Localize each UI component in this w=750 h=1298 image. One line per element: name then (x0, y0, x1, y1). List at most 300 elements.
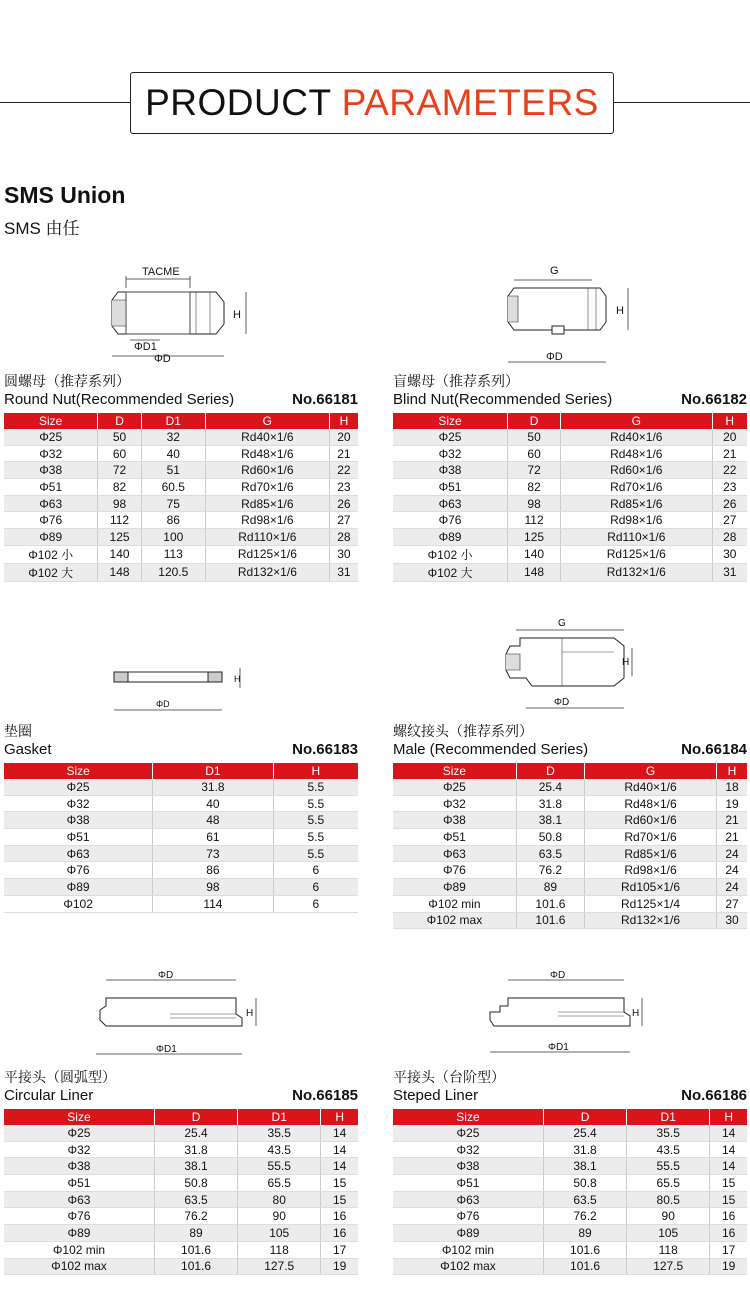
table-cell: 14 (710, 1125, 747, 1141)
table-row (393, 495, 747, 512)
product-number: No.66186 (681, 1087, 747, 1104)
table-cell: 38.1 (154, 1158, 237, 1175)
table-cell: 61 (153, 829, 273, 846)
table-cell: Φ76 (4, 512, 98, 529)
table-cell: 101.6 (516, 895, 584, 912)
table-row (393, 529, 747, 546)
table-cell: 65.5 (238, 1175, 321, 1192)
table-cell: Rd105×1/6 (585, 879, 717, 896)
table-row (393, 1258, 747, 1275)
table-cell: Φ102 max (393, 1258, 543, 1275)
table-cell: 24 (717, 879, 747, 896)
table-cell: 23 (712, 479, 747, 496)
table-cell: Φ25 (4, 779, 153, 795)
table-row (4, 1191, 358, 1208)
column-header: H (710, 1109, 747, 1125)
table-cell: Φ76 (4, 862, 153, 879)
table-cell: 63.5 (154, 1191, 237, 1208)
table-cell: 5.5 (273, 812, 358, 829)
table-cell: 76.2 (154, 1208, 237, 1225)
table-cell: 14 (321, 1141, 358, 1158)
column-header: Size (393, 763, 516, 779)
table-cell: 98 (153, 879, 273, 896)
table-cell: 30 (712, 545, 747, 563)
table-cell: 76.2 (543, 1208, 626, 1225)
table-cell: Φ63 (4, 845, 153, 862)
table-cell: Rd132×1/6 (205, 563, 329, 581)
table-cell: Rd70×1/6 (561, 479, 712, 496)
table-cell: Φ102 大 (393, 563, 508, 581)
table-cell: Φ32 (393, 1141, 543, 1158)
section-header (130, 72, 614, 134)
table-cell: 89 (516, 879, 584, 896)
table-cell: 21 (717, 829, 747, 846)
male-label-h: H (622, 657, 630, 668)
table-cell: 63.5 (543, 1191, 626, 1208)
table-cell: 43.5 (627, 1141, 710, 1158)
table-cell: Φ76 (4, 1208, 154, 1225)
table-cell: Φ51 (4, 1175, 154, 1192)
section-gasket (4, 723, 358, 913)
table-row (4, 812, 358, 829)
section-title-en: Male (Recommended Series) (393, 741, 589, 758)
table-cell: Φ102 小 (393, 545, 508, 563)
spec-table (393, 763, 747, 929)
table-row (4, 1175, 358, 1192)
section-title-en: Blind Nut(Recommended Series) (393, 391, 613, 408)
table-cell: Φ102 小 (4, 545, 98, 563)
spec-table (393, 1109, 747, 1275)
table-cell: 82 (508, 479, 561, 496)
table-cell: Φ89 (393, 879, 516, 896)
table-cell: Φ63 (393, 1191, 543, 1208)
table-cell: 24 (717, 862, 747, 879)
table-cell: Rd132×1/6 (585, 912, 717, 929)
table-cell: 113 (141, 545, 205, 563)
table-cell: 16 (710, 1208, 747, 1225)
section-title-cn: 圆螺母（推荐系列） (4, 373, 130, 389)
gasket-label-d: ΦD (156, 699, 170, 709)
table-cell: 6 (273, 879, 358, 896)
table-cell: 60.5 (141, 479, 205, 496)
table-cell: 55.5 (627, 1158, 710, 1175)
steped-liner-drawing (484, 968, 664, 1063)
table-cell: 43.5 (238, 1141, 321, 1158)
table-cell: Φ25 (4, 1125, 154, 1141)
table-cell: 38.1 (543, 1158, 626, 1175)
product-number: No.66183 (292, 741, 358, 758)
table-cell: Φ63 (393, 845, 516, 862)
table-cell: 31 (712, 563, 747, 581)
column-header: D1 (153, 763, 273, 779)
table-cell: 101.6 (154, 1241, 237, 1258)
column-header: H (273, 763, 358, 779)
table-row (4, 1125, 358, 1141)
table-cell: Rd110×1/6 (205, 529, 329, 546)
table-cell: 65.5 (627, 1175, 710, 1192)
table-cell: Rd60×1/6 (205, 462, 329, 479)
table-row (393, 795, 747, 812)
table-cell: Φ38 (4, 1158, 154, 1175)
table-cell: 6 (273, 895, 358, 912)
table-cell: Rd98×1/6 (561, 512, 712, 529)
table-cell: Rd40×1/6 (585, 779, 717, 795)
table-cell: Rd132×1/6 (561, 563, 712, 581)
table-cell: 118 (238, 1241, 321, 1258)
section-round-nut (4, 373, 358, 582)
column-header: Size (4, 1109, 154, 1125)
table-cell: 127.5 (627, 1258, 710, 1275)
table-cell: Rd70×1/6 (205, 479, 329, 496)
round-nut-label-d1: ΦD1 (134, 341, 157, 353)
table-cell: 17 (321, 1241, 358, 1258)
table-cell: 14 (321, 1125, 358, 1141)
table-cell: 148 (98, 563, 141, 581)
table-cell: Rd40×1/6 (205, 429, 329, 445)
table-row (393, 479, 747, 496)
header-word-parameters: PARAMETERS (341, 82, 599, 123)
table-cell: Rd85×1/6 (205, 495, 329, 512)
column-header: Size (4, 763, 153, 779)
table-cell: 25.4 (154, 1125, 237, 1141)
table-cell: 15 (710, 1191, 747, 1208)
table-cell: Φ89 (4, 879, 153, 896)
table-cell: 17 (710, 1241, 747, 1258)
table-cell: 15 (321, 1191, 358, 1208)
steped-label-h: H (632, 1008, 640, 1019)
table-row (4, 429, 358, 445)
product-number: No.66185 (292, 1087, 358, 1104)
table-cell: 60 (508, 445, 561, 462)
table-cell: Rd85×1/6 (585, 845, 717, 862)
table-cell: 19 (710, 1258, 747, 1275)
spec-table (4, 413, 358, 582)
table-row (393, 445, 747, 462)
table-cell: 38.1 (516, 812, 584, 829)
table-row (4, 795, 358, 812)
table-cell: Φ89 (393, 1225, 543, 1242)
blind-nut-label-h: H (616, 305, 624, 317)
circular-label-h: H (246, 1008, 254, 1019)
male-label-g: G (558, 618, 566, 629)
table-cell: Rd125×1/4 (585, 895, 717, 912)
table-row (4, 1241, 358, 1258)
spec-table (4, 763, 358, 913)
table-cell: 31.8 (153, 779, 273, 795)
table-row (393, 845, 747, 862)
table-cell: 25.4 (516, 779, 584, 795)
table-cell: Φ32 (393, 445, 508, 462)
table-cell: Φ76 (393, 512, 508, 529)
table-cell: 89 (154, 1225, 237, 1242)
blind-nut-label-g: G (550, 265, 559, 277)
table-row (4, 845, 358, 862)
table-cell: Φ32 (4, 795, 153, 812)
table-cell: 98 (98, 495, 141, 512)
table-cell: 90 (627, 1208, 710, 1225)
table-row (4, 563, 358, 581)
table-row (393, 563, 747, 581)
table-cell: 140 (508, 545, 561, 563)
table-cell: Rd70×1/6 (585, 829, 717, 846)
table-cell: Φ32 (393, 795, 516, 812)
table-cell: 86 (153, 862, 273, 879)
table-row (4, 545, 358, 563)
table-row (4, 779, 358, 795)
column-header: D (516, 763, 584, 779)
table-row (393, 545, 747, 563)
male-drawing (496, 614, 646, 714)
table-cell: 16 (710, 1225, 747, 1242)
table-cell: Φ38 (393, 1158, 543, 1175)
table-cell: Φ38 (393, 812, 516, 829)
table-cell: 35.5 (627, 1125, 710, 1141)
table-cell: 14 (321, 1158, 358, 1175)
table-cell: 5.5 (273, 795, 358, 812)
table-cell: 5.5 (273, 845, 358, 862)
table-cell: 28 (329, 529, 358, 546)
column-header: G (561, 413, 712, 429)
section-title-en: Circular Liner (4, 1087, 94, 1104)
male-label-d: ΦD (554, 697, 570, 708)
column-header: G (585, 763, 717, 779)
table-cell: 28 (712, 529, 747, 546)
table-cell: Φ102 min (393, 895, 516, 912)
round-nut-label-d: ΦD (154, 353, 171, 365)
table-cell: 26 (712, 495, 747, 512)
table-row (4, 529, 358, 546)
table-row (393, 1241, 747, 1258)
table-cell: 5.5 (273, 779, 358, 795)
product-number: No.66181 (292, 391, 358, 408)
table-row (4, 829, 358, 846)
round-nut-label-h: H (233, 309, 241, 321)
table-cell: 112 (98, 512, 141, 529)
table-cell: 100 (141, 529, 205, 546)
table-cell: 89 (543, 1225, 626, 1242)
table-cell: Rd48×1/6 (205, 445, 329, 462)
table-cell: 25.4 (543, 1125, 626, 1141)
table-cell: 101.6 (543, 1241, 626, 1258)
table-cell: 27 (712, 512, 747, 529)
table-cell: 31 (329, 563, 358, 581)
circular-liner-drawing (90, 968, 270, 1063)
table-row (4, 445, 358, 462)
table-row (393, 462, 747, 479)
table-cell: 125 (98, 529, 141, 546)
header-rule-right (613, 102, 750, 103)
table-cell: 50 (98, 429, 141, 445)
table-row (4, 879, 358, 896)
table-cell: 80 (238, 1191, 321, 1208)
table-row (393, 812, 747, 829)
table-cell: 90 (238, 1208, 321, 1225)
table-row (393, 1158, 747, 1175)
section-steped-liner (393, 1069, 747, 1275)
column-header: G (205, 413, 329, 429)
table-cell: 19 (321, 1258, 358, 1275)
table-row (393, 1191, 747, 1208)
table-row (393, 512, 747, 529)
circular-label-d: ΦD (158, 970, 174, 981)
table-cell: Rd125×1/6 (205, 545, 329, 563)
table-cell: 18 (717, 779, 747, 795)
table-cell: 31.8 (154, 1141, 237, 1158)
table-row (393, 1175, 747, 1192)
table-cell: 31.8 (516, 795, 584, 812)
circular-label-d1: ΦD1 (156, 1044, 177, 1055)
table-cell: 20 (329, 429, 358, 445)
table-cell: Φ102 max (4, 1258, 154, 1275)
round-nut-label-tacme: TACME (142, 266, 180, 278)
table-row (393, 895, 747, 912)
table-cell: 27 (329, 512, 358, 529)
table-cell: 98 (508, 495, 561, 512)
table-cell: Φ76 (393, 1208, 543, 1225)
table-cell: 20 (712, 429, 747, 445)
table-cell: 118 (627, 1241, 710, 1258)
header-word-product: PRODUCT (145, 82, 331, 123)
product-number: No.66182 (681, 391, 747, 408)
table-row (4, 495, 358, 512)
section-title-cn: 平接头（台阶型） (393, 1069, 505, 1085)
table-cell: Φ63 (4, 495, 98, 512)
table-cell: 30 (717, 912, 747, 929)
table-row (4, 479, 358, 496)
column-header: D (543, 1109, 626, 1125)
table-cell: 21 (712, 445, 747, 462)
table-cell: Φ102 (4, 895, 153, 912)
table-cell: 148 (508, 563, 561, 581)
table-row (4, 1258, 358, 1275)
gasket-drawing (108, 648, 258, 718)
table-cell: 125 (508, 529, 561, 546)
section-title-en: Round Nut(Recommended Series) (4, 391, 235, 408)
column-header: Size (393, 413, 508, 429)
table-row (393, 1141, 747, 1158)
header-rule-left (0, 102, 130, 103)
table-cell: 75 (141, 495, 205, 512)
table-cell: Rd48×1/6 (585, 795, 717, 812)
table-row (4, 1158, 358, 1175)
table-cell: 50.8 (516, 829, 584, 846)
table-cell: 60 (98, 445, 141, 462)
section-title-en: Gasket (4, 741, 52, 758)
section-circular-liner (4, 1069, 358, 1275)
section-title-en: Steped Liner (393, 1087, 479, 1104)
table-row (4, 1208, 358, 1225)
table-row (393, 1208, 747, 1225)
column-header: Size (393, 1109, 543, 1125)
table-cell: 101.6 (543, 1258, 626, 1275)
table-cell: 73 (153, 845, 273, 862)
table-cell: Φ32 (4, 445, 98, 462)
table-cell: 140 (98, 545, 141, 563)
section-title-cn: 垫圈 (4, 723, 32, 739)
section-male (393, 723, 747, 929)
table-cell: Rd85×1/6 (561, 495, 712, 512)
table-cell: 6 (273, 862, 358, 879)
table-cell: 55.5 (238, 1158, 321, 1175)
table-cell: Φ102 min (393, 1241, 543, 1258)
table-cell: 40 (153, 795, 273, 812)
table-cell: Rd110×1/6 (561, 529, 712, 546)
table-cell: 21 (329, 445, 358, 462)
column-header: D (508, 413, 561, 429)
table-cell: Φ102 max (393, 912, 516, 929)
product-subtitle: SMS 由任 (4, 219, 80, 238)
table-cell: Rd60×1/6 (561, 462, 712, 479)
table-row (4, 895, 358, 912)
table-cell: Φ51 (4, 829, 153, 846)
column-header: H (717, 763, 747, 779)
table-cell: 27 (717, 895, 747, 912)
blind-nut-label-d: ΦD (546, 351, 563, 363)
table-cell: 114 (153, 895, 273, 912)
table-cell: 63.5 (516, 845, 584, 862)
table-row (4, 1141, 358, 1158)
column-header: D1 (627, 1109, 710, 1125)
table-cell: 105 (238, 1225, 321, 1242)
table-row (4, 512, 358, 529)
table-cell: 31.8 (543, 1141, 626, 1158)
table-cell: 105 (627, 1225, 710, 1242)
column-header: D1 (238, 1109, 321, 1125)
table-cell: Φ76 (393, 862, 516, 879)
table-cell: 23 (329, 479, 358, 496)
table-cell: 50 (508, 429, 561, 445)
table-cell: Φ25 (4, 429, 98, 445)
table-cell: Φ51 (393, 479, 508, 496)
table-cell: Φ51 (4, 479, 98, 496)
column-header: H (329, 413, 358, 429)
table-cell: 16 (321, 1208, 358, 1225)
table-cell: 50.8 (543, 1175, 626, 1192)
table-cell: Φ63 (393, 495, 508, 512)
table-cell: Rd40×1/6 (561, 429, 712, 445)
table-cell: 30 (329, 545, 358, 563)
table-cell: Φ32 (4, 1141, 154, 1158)
table-row (393, 1225, 747, 1242)
table-cell: 21 (717, 812, 747, 829)
table-cell: 15 (321, 1175, 358, 1192)
table-cell: Rd60×1/6 (585, 812, 717, 829)
table-row (393, 912, 747, 929)
table-cell: Φ25 (393, 429, 508, 445)
table-cell: 22 (329, 462, 358, 479)
table-cell: 101.6 (516, 912, 584, 929)
table-cell: Φ89 (393, 529, 508, 546)
table-cell: Φ102 min (4, 1241, 154, 1258)
table-cell: 14 (710, 1158, 747, 1175)
table-cell: Φ38 (393, 462, 508, 479)
table-cell: 51 (141, 462, 205, 479)
table-row (393, 862, 747, 879)
table-cell: Φ51 (393, 1175, 543, 1192)
table-cell: 16 (321, 1225, 358, 1242)
table-cell: Rd98×1/6 (205, 512, 329, 529)
table-cell: 127.5 (238, 1258, 321, 1275)
table-cell: 120.5 (141, 563, 205, 581)
table-cell: 32 (141, 429, 205, 445)
table-cell: 50.8 (154, 1175, 237, 1192)
table-cell: Rd98×1/6 (585, 862, 717, 879)
table-cell: 76.2 (516, 862, 584, 879)
table-cell: Φ25 (393, 1125, 543, 1141)
table-row (393, 1125, 747, 1141)
table-cell: 40 (141, 445, 205, 462)
table-row (4, 1225, 358, 1242)
